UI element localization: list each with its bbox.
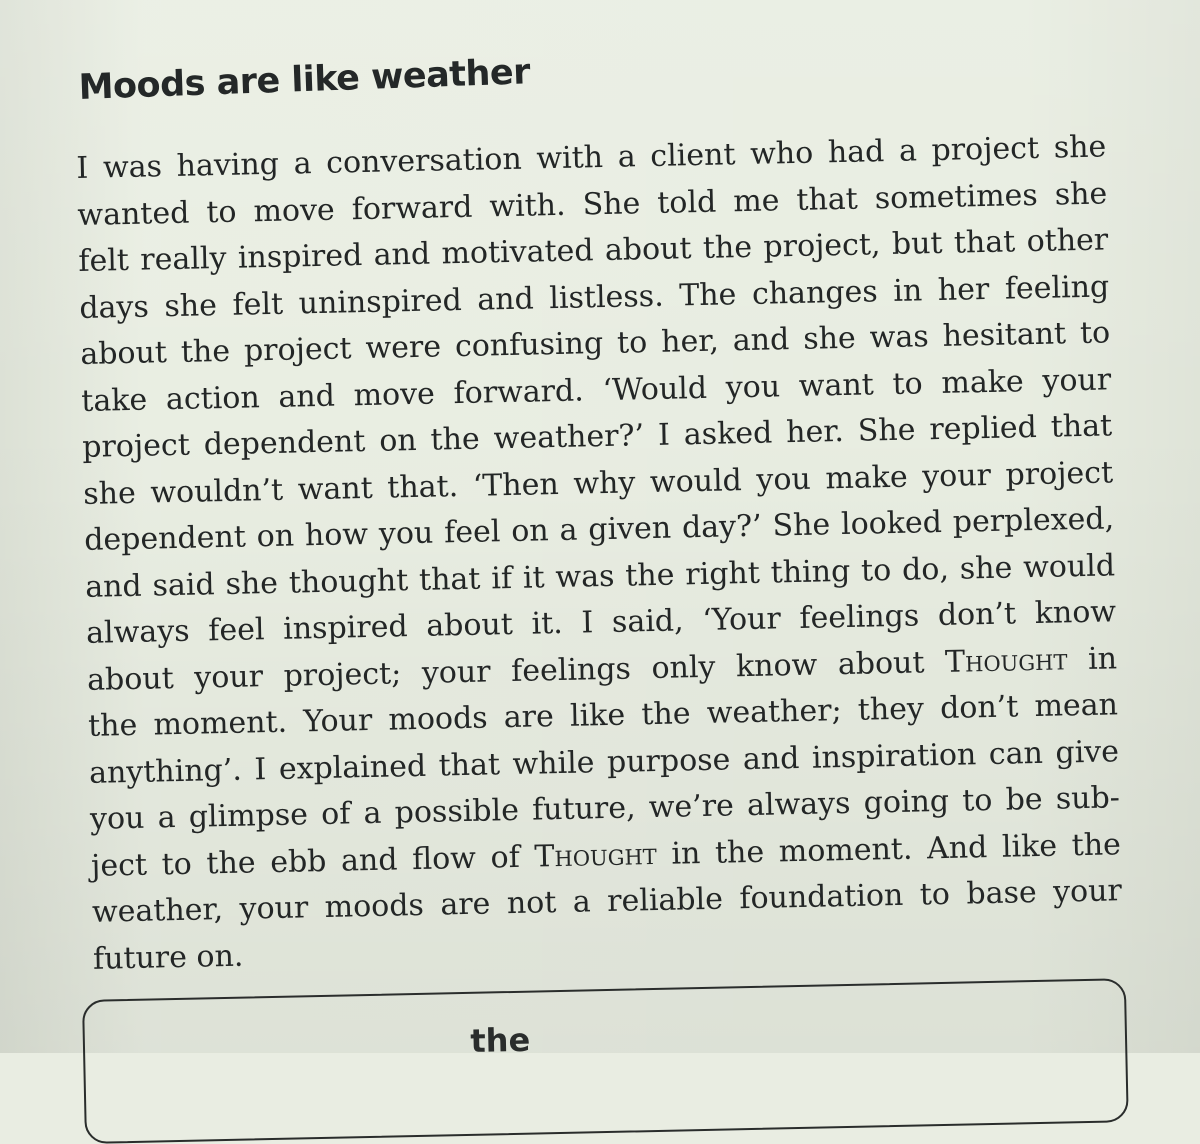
emphasis-word: Thought [944, 641, 1068, 680]
text-line: wanted to move forward with. She told me that sometimes she [77, 175, 1108, 233]
text-line: you a glimpse of a possible future, we’re always going to be sub- [89, 780, 1121, 837]
text-line: about the project were confusing to her, and she was hesitant to [80, 315, 1111, 372]
emphasis-word: Thought [534, 836, 658, 875]
text-line: felt really inspired and motivated about the project, but that other [78, 222, 1109, 279]
text-line: always feel inspired about it. I said, ‘Your feelings don’t know [85, 594, 1117, 651]
text-line: anything’. I explained that while purpose and inspiration can give [88, 733, 1120, 791]
text-line: future on. [92, 938, 244, 977]
text-segment: in [1087, 640, 1118, 677]
text-line: days she felt uninspired and listless. The changes in her feeling [79, 268, 1110, 326]
text-line: and said she thought that if it was the right thing to do, she would [84, 547, 1116, 605]
text-line: take action and move forward. ‘Would you want to make your [80, 361, 1112, 419]
text-segment: about your project; your feelings only know about [86, 644, 925, 698]
callout-box-partial-text: the [470, 1020, 531, 1060]
text-line: I was having a conversation with a client who had a project she [76, 129, 1107, 186]
section-heading: Moods are like weather [78, 52, 531, 108]
callout-box [82, 978, 1129, 1144]
text-line: she wouldn’t want that. ‘Then why would you make your project [82, 454, 1114, 512]
text-segment: ject to the ebb and flow of [90, 839, 521, 884]
text-segment: in the moment. And like the [671, 826, 1122, 872]
text-line: the moment. Your moods are like the weather; they don’t mean [87, 687, 1119, 744]
text-line: weather, your moods are not a reliable foundation to base your [91, 873, 1123, 930]
body-paragraph [76, 124, 1123, 982]
text-line: dependent on how you feel on a given day?’ She looked perplexed, [83, 501, 1115, 558]
show-through-text [540, 0, 1141, 46]
text-line: project dependent on the weather?’ I asked her. She replied that [81, 408, 1113, 465]
